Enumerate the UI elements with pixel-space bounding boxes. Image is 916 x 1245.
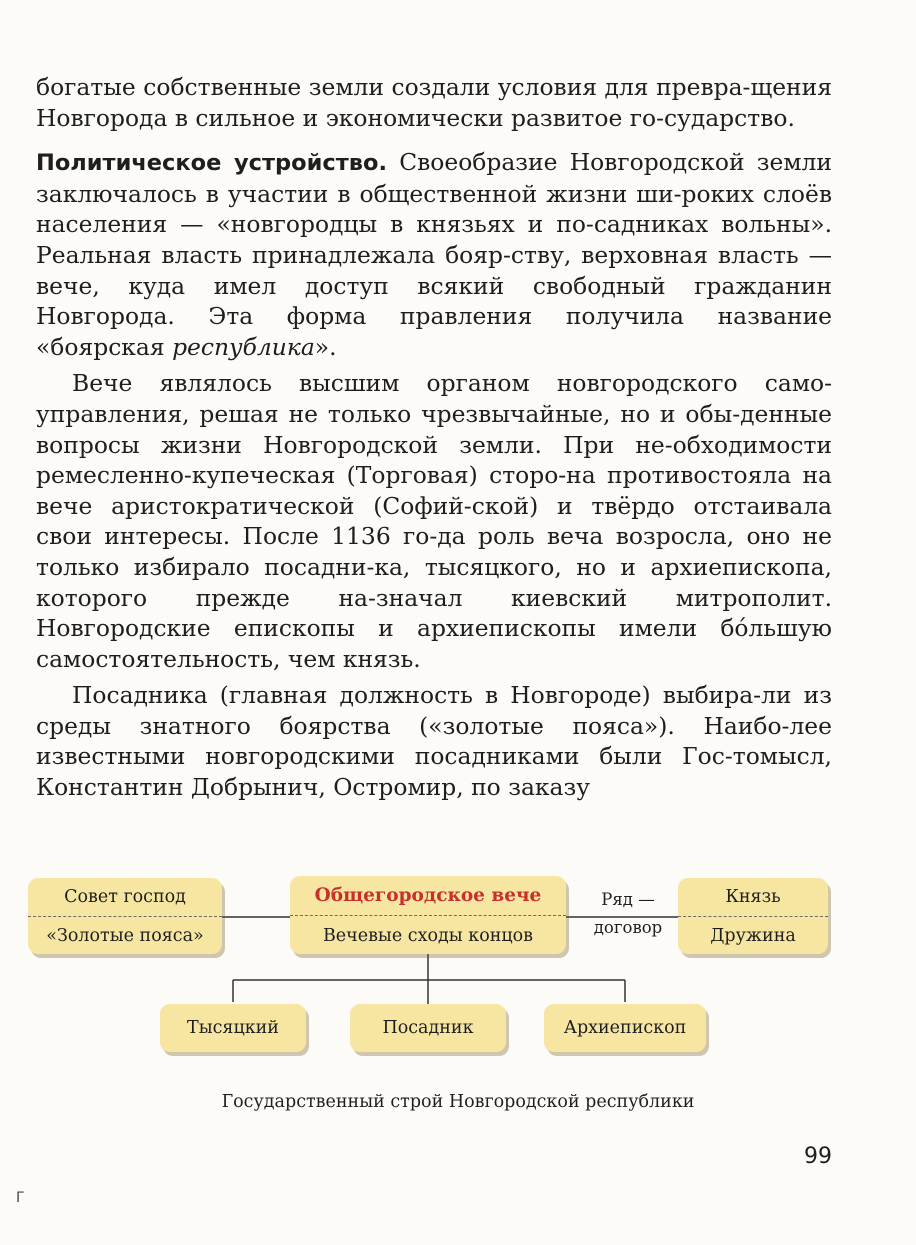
archbishop-label: Архиепископ <box>563 1018 687 1038</box>
retinue-label: Дружина <box>710 926 796 946</box>
corner-mark: Г <box>16 1190 25 1206</box>
council-of-lords-label: Совет господ <box>28 878 222 917</box>
council-of-lords-box <box>28 878 222 954</box>
paragraph-3: Вече являлось высшим органом новгородского само-управления, решая не только чрезвычайные, но и обы-денные вопросы жизни Новгородской земли. При не-обходимости ремесленно-купеческая (Торговая) сторо-на противостояла на вече аристократической (Софий-ской) и твёрдо отстаивала свои интересы. После 1136 го-да роль веча возросла, оно не только избирало посадни-ка, тысяцкого, но и архиепископа, которого прежде на-значал киевский митрополит. Новгородские епископы и архиепископы имели бóльшую самостоятельность, чем князь. <box>36 369 832 673</box>
archbishop-box <box>544 1004 706 1052</box>
posadnik-label: Посадник <box>382 1018 474 1038</box>
paragraph-2-italic: республика <box>172 332 315 361</box>
section-heading: Политическое устройство. <box>36 150 387 177</box>
paragraph-2-text-b: ». <box>314 332 337 361</box>
state-structure-diagram <box>0 860 916 1100</box>
diagram-caption: Государственный строй Новгородской республики <box>221 1092 695 1112</box>
city-veche-box <box>290 876 566 954</box>
prince-box <box>678 878 828 954</box>
golden-belts-label: «Золотые пояса» <box>46 926 204 946</box>
paragraph-4: Посадника (главная должность в Новгороде) выбира-ли из среды знатного боярства («золотые пояса»). Наибо-лее известными новгородскими посадниками были Гос-томысл, Константин Добрынич, Остромир, по заказу <box>36 681 832 802</box>
tysyatsky-label: Тысяцкий <box>187 1018 279 1038</box>
prince-label: Князь <box>678 878 828 917</box>
district-assemblies-label: Вечевые сходы концов <box>322 925 534 946</box>
paragraph-2 <box>36 147 832 362</box>
paragraph-1: богатые собственные земли создали условия для превра-щения Новгорода в сильное и экономически развитое го-сударство. <box>36 73 832 132</box>
city-veche-label: Общегородское вече <box>290 876 566 916</box>
treaty-label-top: Ряд — <box>601 890 655 909</box>
treaty-label-bottom: договор <box>593 918 663 937</box>
page-number: 99 <box>804 1144 832 1169</box>
posadnik-box <box>350 1004 506 1052</box>
paragraph-2-text-a: Своеобразие Новгородской земли заключалось в участии в общественной жизни ши-роких слоёв населения — «новгородцы в князьях и по-садниках вольны». Реальная власть принадлежала бояр-ству, верховная власть — вече, куда имел доступ всякий свободный гражданин Новгорода. Эта форма правления получила название «боярская <box>36 148 833 361</box>
main-text <box>36 72 832 803</box>
tysyatsky-box <box>160 1004 306 1052</box>
